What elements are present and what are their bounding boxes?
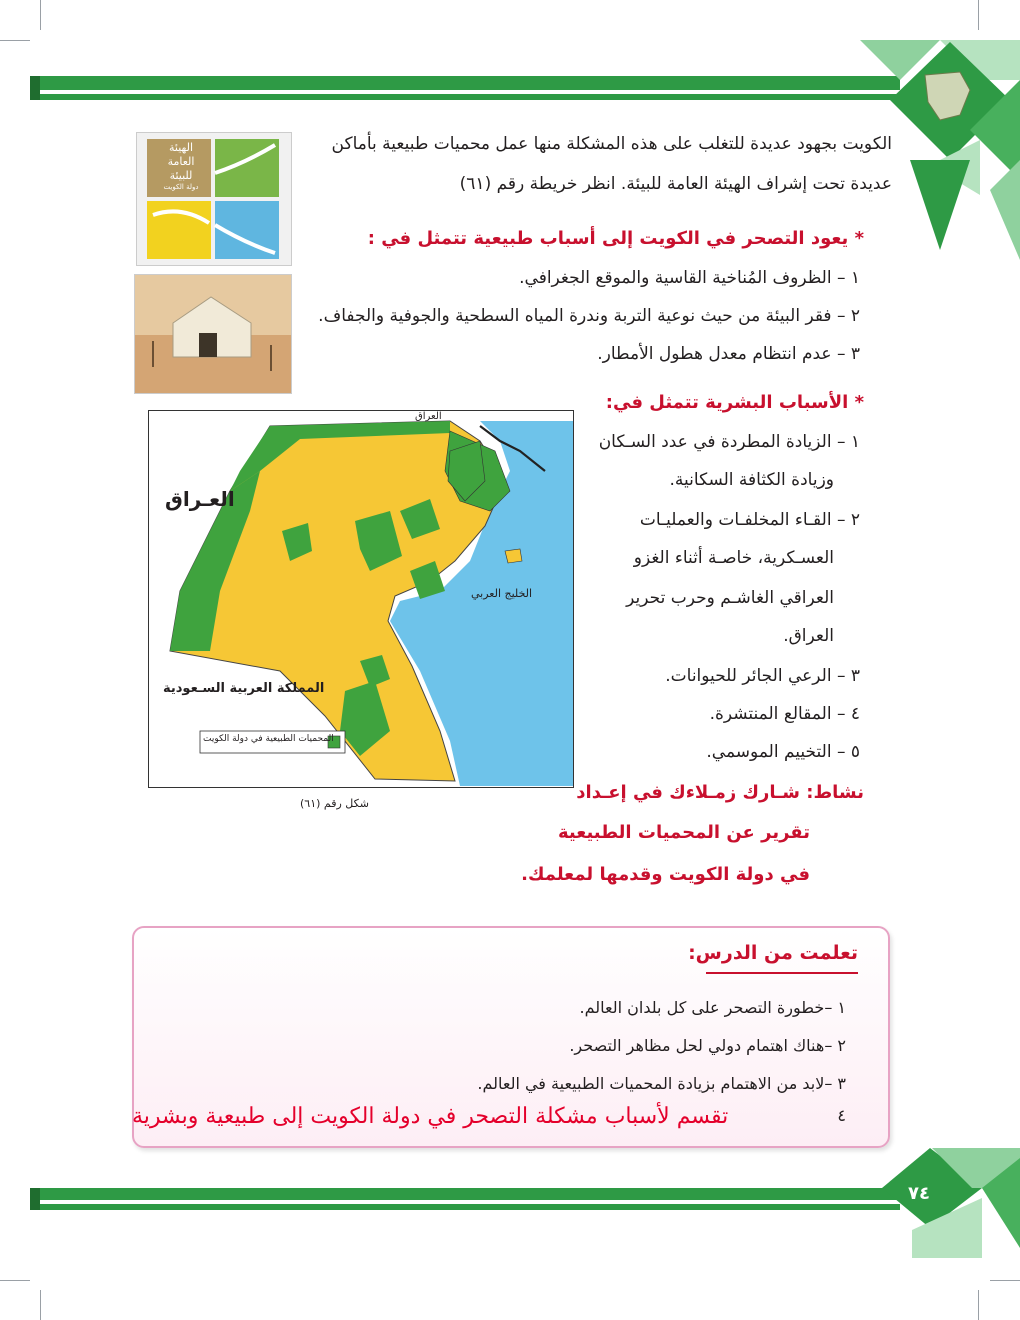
logo-text-2: العامة <box>167 155 195 168</box>
kuwait-reserves-map <box>148 410 574 788</box>
lesson-item-2: ٢ –هناك اهتمام دولي لحل مظاهر التصحر. <box>569 1036 846 1055</box>
natural-item-2: ٢ – فقر البيئة من حيث نوعية التربة وندرة المياه السطحية والجوفية والجفاف. <box>318 306 860 326</box>
logo-subtext: دولة الكويت <box>163 183 199 191</box>
top-band <box>30 72 900 104</box>
lesson-item-3: ٣ –لابد من الاهتمام بزيادة المحميات الطبيعية في العالم. <box>477 1074 846 1093</box>
bottom-band <box>30 1186 900 1218</box>
environment-authority-logo <box>136 132 292 266</box>
page-number: ٧٤ <box>908 1183 930 1204</box>
crop-mark <box>0 40 30 41</box>
activity-line-2: تقرير عن المحميات الطبيعية <box>558 822 810 843</box>
natural-item-1: ١ – الظروف المُناخية القاسية والموقع الجغرافي. <box>519 268 860 288</box>
human-line-2: وزيادة الكثافة السكانية. <box>669 470 834 490</box>
lesson-summary-title: تعلمت من الدرس: <box>688 942 858 964</box>
lesson-item-4-overlay: تقسم لأسباب مشكلة التصحر في دولة الكويت إلى طبيعية وبشرية <box>132 1104 729 1129</box>
activity-line-1: نشاط: شـارك زمـلاءك في إعـداد <box>576 782 864 803</box>
title-underline <box>706 972 858 974</box>
crop-mark <box>990 1280 1020 1281</box>
map-label-saudi: المملكة العربية السـعودية <box>163 681 325 696</box>
map-label-gulf: الخليج العربي <box>471 587 533 600</box>
lesson-item-1: ١ –خطورة التصحر على كل بلدان العالم. <box>579 998 846 1017</box>
human-causes-heading: * الأسباب البشرية تتمثل في: <box>605 392 864 413</box>
map-legend-text: المحميات الطبيعية في دولة الكويت <box>203 734 334 744</box>
human-line-1: ١ – الزيادة المطردة في عدد السـكان <box>598 432 860 452</box>
crop-mark <box>40 1290 41 1320</box>
natural-item-3: ٣ – عدم انتظام معدل هطول الأمطار. <box>597 344 860 364</box>
page-number-decoration <box>872 1148 1020 1258</box>
tent-photo <box>134 274 292 394</box>
crop-mark <box>40 0 41 30</box>
intro-line-1: الكويت بجهود عديدة للتغلب على هذه المشكلة منها عمل محميات طبيعية بأماكن <box>331 134 892 154</box>
map-caption: شكل رقم (٦١) <box>300 797 369 810</box>
lesson-item-4: ٤ <box>837 1106 846 1125</box>
island-small <box>505 549 522 563</box>
logo-text-3: للبيئة <box>169 169 193 182</box>
human-line-6: العراق. <box>783 626 834 646</box>
natural-causes-heading: * يعود التصحر في الكويت إلى أسباب طبيعية تتمثل في : <box>367 228 864 249</box>
human-line-3: ٢ – القـاء المخلفـات والعمليـات <box>639 510 860 530</box>
human-line-7: ٣ – الرعي الجائر للحيوانات. <box>665 666 860 686</box>
human-line-4: العسـكرية، خاصـة أثناء الغزو <box>633 548 834 568</box>
human-line-9: ٥ – التخييم الموسمي. <box>706 742 860 762</box>
crop-mark <box>0 1280 30 1281</box>
activity-line-3: في دولة الكويت وقدمها لمعلمك. <box>521 864 810 885</box>
intro-line-2: عديدة تحت إشراف الهيئة العامة للبيئة. انظر خريطة رقم (٦١) <box>459 174 892 194</box>
logo-text-1: الهيئة <box>168 141 193 154</box>
human-line-5: العراقي الغاشـم وحرب تحرير <box>626 588 834 608</box>
map-label-iraq: العـراق <box>165 487 235 511</box>
crop-mark <box>978 1290 979 1320</box>
map-label-iraq-small: العراق <box>415 411 442 422</box>
human-line-8: ٤ – المقالع المنتشرة. <box>709 704 860 724</box>
